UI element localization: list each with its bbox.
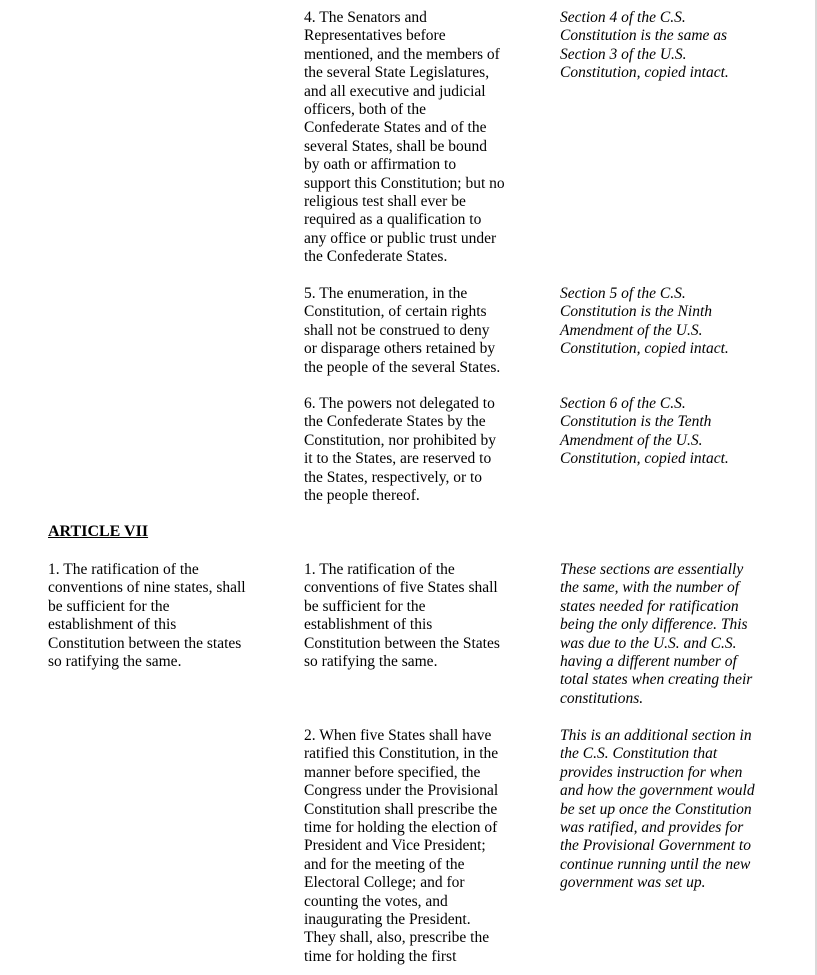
article-heading: ARTICLE VII	[48, 523, 149, 540]
cs-section-6-text: 6. The powers not delegated to the Confederate States by the Constitution, nor prohibited by it to the States, are reserved to the States, respectively, or to the people thereof.	[304, 395, 497, 505]
cs-section-4-text: 4. The Senators and Representatives before mentioned, and the members of the several State Legislatures, and all executive and judicial officers, both of the Confederate States and of the several States, shall be bound by oath or affirmation to support this Constitution; but no religious test shall ever be required as a qualification to any office or public trust under the Confederate States.	[304, 9, 505, 266]
article-7-section-1-note: These sections are essentially the same, with the number of states needed for ratification being the only difference. This was due to the U.S. and C.S. having a different number of total states when creating their constitutions.	[560, 561, 753, 707]
section-5-note: Section 5 of the C.S. Constitution is the Ninth Amendment of the U.S. Constitution, copied intact.	[560, 285, 729, 358]
cs-section-5-text: 5. The enumeration, in the Constitution, of certain rights shall not be construed to deny or disparage others retained by the people of the several States.	[304, 285, 501, 376]
cs-article-7-section-1-text: 1. The ratification of the conventions of five States shall be sufficient for the establishment of this Constitution between the States so ratifying the same.	[304, 561, 500, 671]
section-6-note: Section 6 of the C.S. Constitution is the Tenth Amendment of the U.S. Constitution, copied intact.	[560, 395, 729, 468]
us-article-7-section-1-text: 1. The ratification of the conventions of nine states, shall be sufficient for the establishment of this Constitution between the states so ratifying the same.	[48, 561, 246, 671]
article-7-section-2-note: This is an additional section in the C.S. Constitution that provides instruction for when and how the government would be set up once the Constitution was ratified, and provides for the Provisional Government to continue running until the new government was set up.	[560, 727, 755, 892]
cs-article-7-section-2-text: 2. When five States shall have ratified this Constitution, in the manner before specified, the Congress under the Provisional Constitution shall prescribe the time for holding the election of President and Vice President; and for the meeting of the Electoral College; and for counting the votes, and inaugurating the President. They shall, also, prescribe the time for holding the first	[304, 727, 499, 965]
section-4-note: Section 4 of the C.S. Constitution is the same as Section 3 of the U.S. Constitution, copied intact.	[560, 9, 729, 82]
